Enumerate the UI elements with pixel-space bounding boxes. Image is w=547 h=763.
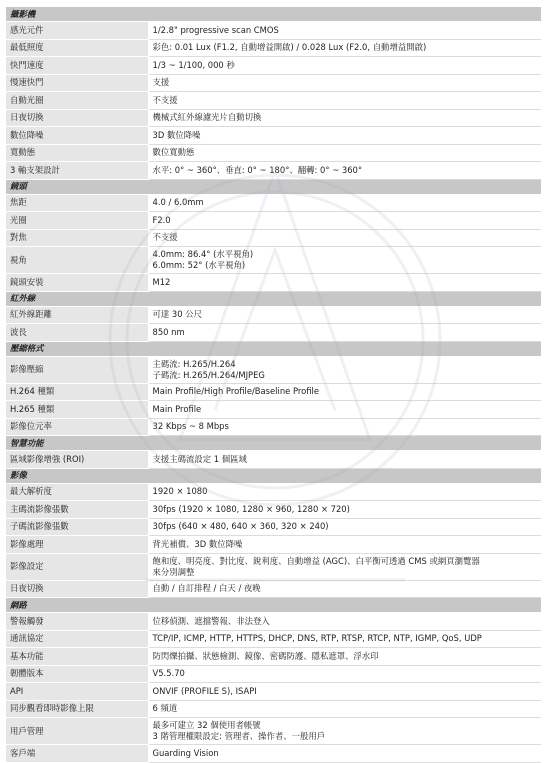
spec-value [148, 580, 541, 598]
spec-label: 寬動態 [6, 144, 148, 162]
spec-label: 波長 [6, 324, 148, 342]
spec-label: 光圈 [6, 212, 148, 230]
spec-label: 韌體版本 [6, 665, 148, 683]
spec-value-line: 支援主碼流設定 1 個區域 [152, 453, 247, 464]
spec-label: 日夜切換 [6, 109, 148, 127]
spec-value [148, 553, 541, 580]
spec-value-line: 6 頻道 [152, 703, 178, 714]
spec-row [6, 57, 541, 75]
spec-label: 對焦 [6, 229, 148, 247]
spec-value-line: M12 [152, 276, 171, 287]
spec-value [148, 306, 541, 324]
spec-value [148, 483, 541, 501]
spec-value [148, 194, 541, 212]
spec-label: 用戶管理 [6, 718, 148, 745]
spec-label: 快門速度 [6, 57, 148, 75]
spec-value-line: TCP/IP, ICMP, HTTP, HTTPS, DHCP, DNS, RTP, RTSP, RTCP, NTP, IGMP, QoS, UDP [152, 633, 482, 644]
spec-label: 影像壓縮 [6, 356, 148, 383]
spec-value [148, 745, 541, 763]
spec-value [148, 536, 541, 554]
section-header [6, 468, 541, 483]
spec-label: H.265 種類 [6, 401, 148, 419]
spec-value-line: 1/2.8" progressive scan CMOS [152, 24, 279, 35]
spec-value [148, 57, 541, 75]
spec-value [148, 683, 541, 701]
spec-value [148, 162, 541, 180]
spec-row [6, 92, 541, 110]
section-header [6, 598, 541, 613]
spec-label: 日夜切換 [6, 580, 148, 598]
section-title: 智慧功能 [6, 436, 541, 451]
spec-row [6, 613, 541, 631]
spec-row [6, 74, 541, 92]
spec-label: 最大解析度 [6, 483, 148, 501]
spec-value [148, 700, 541, 718]
section-title: 攝影機 [6, 7, 541, 22]
spec-row [6, 745, 541, 763]
section-title: 紅外線 [6, 291, 541, 306]
spec-value-line: 30fps (640 × 480, 640 × 360, 320 × 240) [152, 521, 329, 532]
spec-label: 數位降噪 [6, 127, 148, 145]
spec-value-line: 1920 × 1080 [152, 486, 208, 497]
spec-row [6, 247, 541, 274]
spec-value-line: 最多可建立 32 個使用者帳號 [152, 720, 261, 731]
spec-row [6, 683, 541, 701]
spec-value-line: 850 nm [152, 326, 185, 337]
spec-label: 感光元件 [6, 22, 148, 40]
spec-value [148, 518, 541, 536]
spec-row [6, 274, 541, 292]
section-title: 影像 [6, 468, 541, 483]
spec-row [6, 109, 541, 127]
spec-value-line: 1/3 ~ 1/100, 000 秒 [152, 59, 235, 70]
spec-row [6, 451, 541, 469]
spec-value [148, 451, 541, 469]
spec-label: 紅外線距離 [6, 306, 148, 324]
spec-value-line: 6.0mm: 52° (水平視角) [152, 260, 246, 270]
spec-row [6, 553, 541, 580]
spec-label: 鏡頭安裝 [6, 274, 148, 292]
spec-label: 區域影像增強 (ROI) [6, 451, 148, 469]
spec-row [6, 162, 541, 180]
spec-value [148, 39, 541, 57]
spec-value-line: ONVIF (PROFILE S), ISAPI [152, 685, 257, 696]
spec-value-line: 自動 / 自訂排程 / 白天 / 夜晚 [152, 583, 261, 594]
spec-value [148, 501, 541, 519]
spec-label: 焦距 [6, 194, 148, 212]
spec-row [6, 665, 541, 683]
spec-value-line: 可達 30 公尺 [152, 309, 202, 320]
spec-label: API [6, 683, 148, 701]
spec-label: 視角 [6, 247, 148, 274]
spec-value-line: 3D 數位降噪 [152, 129, 201, 140]
spec-value-line: 不支援 [152, 232, 178, 243]
spec-row [6, 144, 541, 162]
spec-value-line: 背光補償、3D 數位降噪 [152, 538, 243, 549]
spec-row [6, 306, 541, 324]
spec-value-line: 不支援 [152, 94, 178, 105]
spec-value-line: 3 階管理權限設定: 管理者、操作者、一般用戶 [152, 731, 326, 741]
spec-label: 基本功能 [6, 648, 148, 666]
spec-row [6, 229, 541, 247]
spec-value-line: Guarding Vision [152, 747, 219, 758]
spec-value [148, 212, 541, 230]
spec-label: 客戶端 [6, 745, 148, 763]
spec-row [6, 648, 541, 666]
spec-label: 影像位元率 [6, 418, 148, 436]
spec-value-line: 水平: 0° ~ 360°、垂直: 0° ~ 180°、翻轉: 0° ~ 360° [152, 164, 363, 175]
spec-value-line: V5.5.70 [152, 668, 185, 679]
spec-label: 慢速快門 [6, 74, 148, 92]
spec-label: 影像處理 [6, 536, 148, 554]
spec-row [6, 536, 541, 554]
spec-row [6, 483, 541, 501]
section-header [6, 7, 541, 22]
spec-value-line: 彩色: 0.01 Lux (F1.2, 自動增益開啟) / 0.028 Lux (F2.0, 自動增益開啟) [152, 42, 427, 53]
spec-value [148, 401, 541, 419]
spec-value [148, 229, 541, 247]
spec-value-line: 4.0mm: 86.4° (水平視角) [152, 249, 254, 260]
spec-label: H.264 種類 [6, 383, 148, 401]
spec-row [6, 401, 541, 419]
section-header [6, 341, 541, 356]
spec-label: 警報觸發 [6, 613, 148, 631]
spec-value-line: Main Profile [152, 403, 202, 414]
section-header [6, 291, 541, 306]
spec-label: 主碼流影像張數 [6, 501, 148, 519]
spec-value-line: 子碼流: H.265/H.264/MJPEG [152, 369, 265, 380]
spec-label: 最低照度 [6, 39, 148, 57]
spec-row [6, 518, 541, 536]
spec-row [6, 324, 541, 342]
section-header [6, 436, 541, 451]
spec-row [6, 718, 541, 745]
spec-value-line: 32 Kbps ~ 8 Mbps [152, 421, 229, 432]
spec-row [6, 356, 541, 383]
section-header [6, 179, 541, 194]
spec-row [6, 39, 541, 57]
spec-value-line: 防閃爍拍攝、狀態檢測、鏡像、密碼防護、隱私遮罩、浮水印 [152, 650, 379, 661]
spec-value-line: 主碼流: H.265/H.264 [152, 358, 236, 369]
spec-value [148, 356, 541, 383]
spec-label: 3 軸支架設計 [6, 162, 148, 180]
spec-value [148, 109, 541, 127]
spec-value [148, 648, 541, 666]
spec-row [6, 700, 541, 718]
spec-value-line: 數位寬動態 [152, 147, 195, 158]
section-title: 鏡頭 [6, 179, 541, 194]
spec-value [148, 92, 541, 110]
spec-value-line: 機械式紅外線濾光片自動切換 [152, 112, 262, 123]
spec-value [148, 22, 541, 40]
spec-value [148, 418, 541, 436]
spec-value-line: 4.0 / 6.0mm [152, 197, 204, 208]
spec-value-line: 支援 [152, 77, 170, 88]
spec-value-line: 30fps (1920 × 1080, 1280 × 960, 1280 × 720) [152, 503, 350, 514]
spec-row [6, 212, 541, 230]
spec-label: 影像設定 [6, 553, 148, 580]
spec-table [6, 6, 541, 763]
section-title: 網路 [6, 598, 541, 613]
spec-label: 同步觀看即時影像上限 [6, 700, 148, 718]
section-title: 壓縮格式 [6, 341, 541, 356]
spec-row [6, 383, 541, 401]
spec-value-line: F2.0 [152, 214, 171, 225]
spec-value-line: 飽和度、明亮度、對比度、銳利度、自動增益 (AGC)、白平衡可透過 CMS 或網頁瀏覽器 [152, 555, 480, 566]
spec-row [6, 580, 541, 598]
spec-row [6, 194, 541, 212]
spec-value [148, 274, 541, 292]
spec-row [6, 501, 541, 519]
spec-value [148, 127, 541, 145]
spec-value [148, 630, 541, 648]
spec-value [148, 324, 541, 342]
spec-value [148, 247, 541, 274]
spec-value-line: Main Profile/High Profile/Baseline Profile [152, 386, 320, 397]
spec-row [6, 22, 541, 40]
spec-row [6, 127, 541, 145]
spec-value [148, 613, 541, 631]
spec-label: 自動光圈 [6, 92, 148, 110]
spec-value [148, 718, 541, 745]
spec-value [148, 665, 541, 683]
spec-value-line: 位移偵測、遮擋警報、非法登入 [152, 615, 270, 626]
spec-label: 通訊協定 [6, 630, 148, 648]
spec-value [148, 74, 541, 92]
spec-row [6, 418, 541, 436]
spec-label: 子碼流影像張數 [6, 518, 148, 536]
spec-value [148, 144, 541, 162]
spec-value [148, 383, 541, 401]
spec-sheet [6, 6, 541, 763]
spec-row [6, 630, 541, 648]
spec-value-line: 來分別調整 [152, 566, 195, 577]
